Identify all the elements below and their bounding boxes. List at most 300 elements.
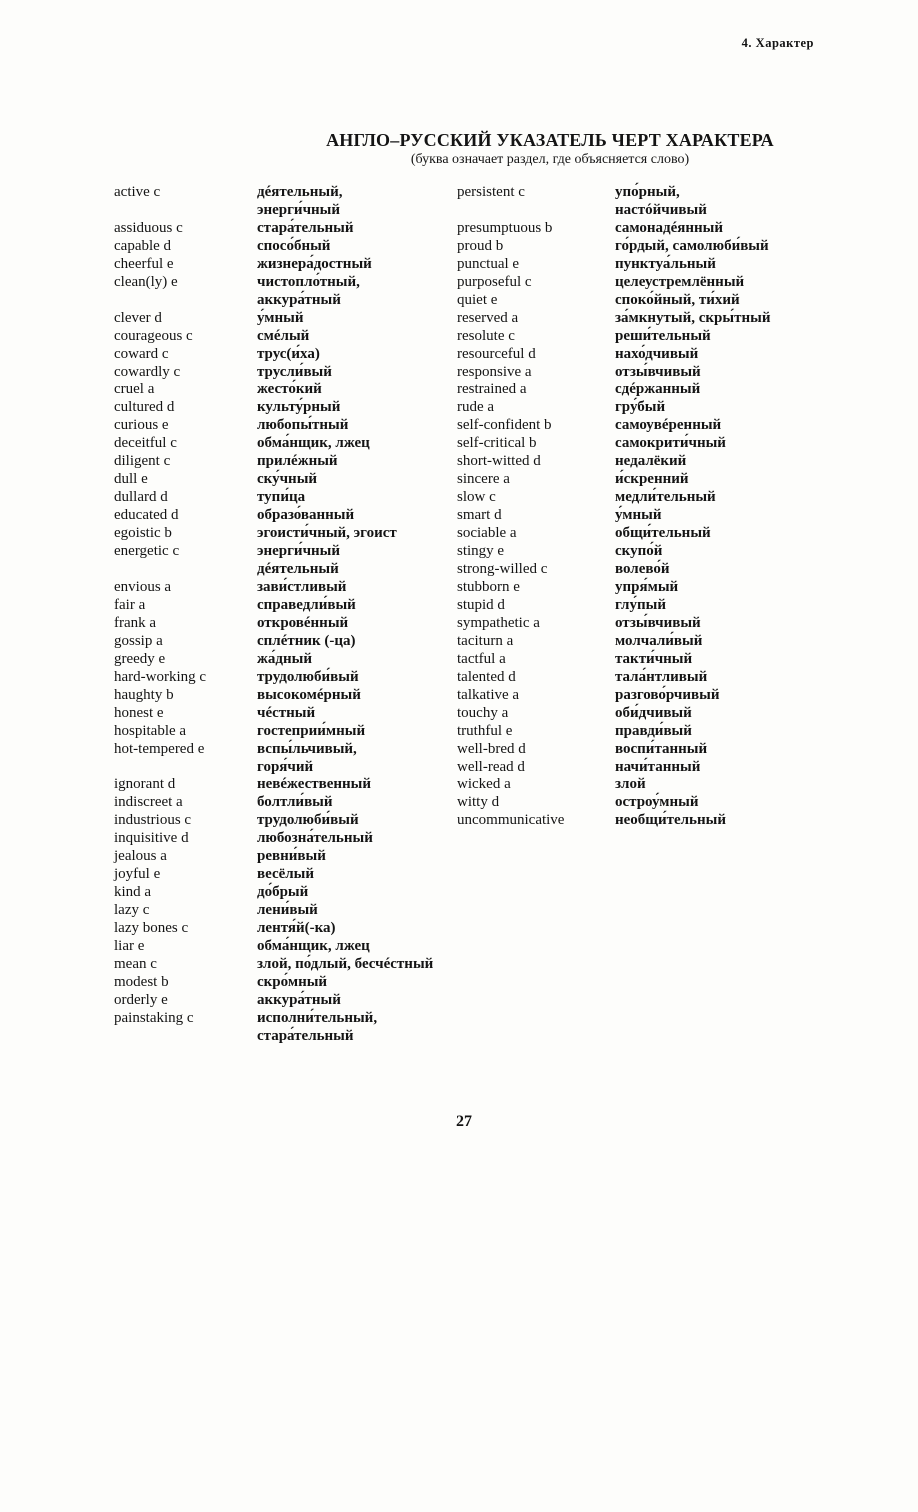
russian-translation [615,220,723,238]
english-term: hospitable a [114,722,187,739]
glossary-entry [114,615,433,633]
russian-translation [615,399,665,417]
english-term: educated d [114,507,179,524]
russian-translation [615,615,701,633]
translation-line: упря́мый [615,578,679,595]
translation-line: лени́вый [257,902,318,919]
translation-line: чéстный [257,704,316,721]
glossary-entry [114,525,433,543]
russian-translation [257,399,340,417]
glossary-entry [114,884,433,902]
translation-line: такти́чный [615,650,693,667]
translation-line: гру́бый [615,399,666,416]
translation-line: отзы́вчивый [615,363,701,380]
glossary-entry [114,902,433,920]
glossary-entry [114,956,433,974]
glossary-entry [114,274,433,310]
russian-translation [257,256,372,274]
english-term: resolute c [457,327,515,344]
russian-translation [615,705,692,723]
english-term: quiet e [457,291,498,308]
translation-line: скупо́й [615,543,663,560]
russian-translation [615,651,692,669]
glossary-entry [457,381,770,399]
translation-line: пунктуа́льный [615,255,716,272]
english-term: deceitful c [114,435,177,452]
translation-line: трудолюби́вый [257,812,359,829]
translation-line: прилéжный [257,453,338,470]
glossary-entry [114,435,433,453]
russian-translation [257,525,397,543]
glossary-entry [114,507,433,525]
english-term: sincere a [457,471,510,488]
russian-translation [257,435,370,453]
translation-line: за́мкнутый, скры́тный [615,309,771,326]
translation-line: скро́мный [257,973,328,990]
english-term: well-read d [457,758,525,775]
russian-translation [615,256,716,274]
glossary-entry [457,310,770,328]
translation-line: нахо́дчивый [615,345,699,362]
russian-translation [615,471,689,489]
russian-translation [257,1010,377,1046]
russian-translation [257,884,308,902]
glossary-entry [457,597,770,615]
translation-line: го́рдый, самолюби́вый [615,237,769,254]
glossary-entry [457,507,770,525]
glossary-entry [114,256,433,274]
glossary-entry [114,238,433,256]
translation-line: оби́дчивый [615,704,692,721]
english-term: reserved a [457,309,519,326]
english-term: greedy e [114,650,166,667]
english-term: punctual e [457,255,520,272]
glossary-entry [114,848,433,866]
russian-translation [257,705,315,723]
glossary-entry [457,705,770,723]
translation-line: зави́стливый [257,578,347,595]
glossary-entry [457,417,770,435]
russian-translation [615,687,719,705]
glossary-entry [457,274,770,292]
english-term: proud b [457,237,504,254]
english-term: slow c [457,489,496,506]
english-term: self-confident b [457,417,552,434]
glossary-entry [114,489,433,507]
english-term: touchy a [457,704,509,721]
english-term: cowardly c [114,363,181,380]
translation-line: горя́чий [257,758,314,775]
russian-translation [257,651,312,669]
english-term: fair a [114,596,146,613]
english-term: smart d [457,507,502,524]
english-term: presumptuous b [457,219,553,236]
glossary-entry [114,543,433,579]
glossary-entry [457,184,770,220]
translation-line: отзы́вчивый [615,614,701,631]
translation-line: воспи́танный [615,740,708,757]
russian-translation [615,489,716,507]
translation-line: энерги́чный [257,543,341,560]
translation-line: самонадéянный [615,219,724,236]
translation-line: ску́чный [257,471,318,488]
russian-translation [615,597,666,615]
glossary-entry [457,561,770,579]
english-term: inquisitive d [114,830,189,847]
english-term: truthful e [457,722,513,739]
glossary-entry [457,615,770,633]
russian-translation [257,866,314,884]
english-term: industrious c [114,812,192,829]
glossary-entry [457,364,770,382]
russian-translation [257,417,348,435]
russian-translation [615,346,698,364]
title-block [300,130,800,168]
translation-line: сдéржанный [615,381,701,398]
russian-translation [615,364,701,382]
glossary-entry [114,381,433,399]
english-term: coward c [114,345,169,362]
translation-line: трусли́вый [257,363,332,380]
page-title: АНГЛО–РУССКИЙ УКАЗАТЕЛЬ ЧЕРТ ХАРАКТЕРА [326,130,774,150]
english-term: courageous c [114,327,193,344]
english-term: energetic c [114,543,180,560]
translation-line: начи́танный [615,758,701,775]
glossary-entry [114,597,433,615]
translation-line: трус(и́ха) [257,345,320,362]
russian-translation [615,741,707,759]
english-term: joyful e [114,866,161,883]
english-term: cheerful e [114,255,174,272]
russian-translation [257,723,365,741]
english-term: stubborn e [457,578,520,595]
russian-translation [615,579,678,597]
russian-translation [615,381,700,399]
glossary-entry [114,669,433,687]
glossary-entry [457,220,770,238]
russian-translation [257,238,330,256]
translation-line: исполни́тельный, [257,1009,378,1026]
translation-line: смéлый [257,327,310,344]
glossary-entry [114,453,433,471]
english-term: jealous a [114,848,167,865]
translation-line: реши́тельный [615,327,711,344]
glossary-entry [114,651,433,669]
english-term: liar e [114,938,145,955]
translation-line: тупи́ца [257,489,306,506]
translation-line: настóйчивый [615,201,707,218]
english-term: responsive a [457,363,532,380]
russian-translation [615,238,769,256]
russian-translation [257,615,348,633]
english-term: rude a [457,399,495,416]
russian-translation [615,507,662,525]
translation-line: чистопло́тный, [257,273,360,290]
english-term: talkative a [457,686,520,703]
russian-translation [257,381,322,399]
translation-line: жесто́кий [257,381,322,398]
russian-translation [257,669,359,687]
english-term: kind a [114,884,152,901]
english-term: gossip a [114,632,163,649]
russian-translation [257,274,360,310]
russian-translation [257,794,333,812]
english-term: egoistic b [114,525,172,542]
english-term: active c [114,184,161,200]
russian-translation [615,184,707,220]
glossary-entry [114,310,433,328]
translation-line: трудолюби́вый [257,668,359,685]
translation-line: общи́тельный [615,525,711,542]
english-term: dullard d [114,489,168,506]
english-term: strong-willed c [457,561,548,578]
translation-line: болтли́вый [257,794,333,811]
translation-line: ревни́вый [257,848,326,865]
english-term: sociable a [457,525,517,542]
russian-translation [257,938,370,956]
translation-line: споко́йный, ти́хий [615,291,740,308]
running-header: 4. Характер [741,36,814,50]
translation-line: глу́пый [615,596,666,613]
translation-line: у́мный [615,507,662,524]
english-term: stupid d [457,596,505,613]
russian-translation [615,561,670,579]
english-term: clever d [114,309,162,326]
translation-line: весёлый [257,866,315,883]
english-term: lazy c [114,902,150,919]
english-term: assiduous c [114,219,183,236]
translation-line: откровéнный [257,614,349,631]
translation-line: вспы́льчивый, [257,740,357,757]
translation-line: любозна́тельный [257,830,373,847]
translation-line: образо́ванный [257,507,355,524]
english-term: indiscreet a [114,794,183,811]
russian-translation [257,902,318,920]
russian-translation [257,489,305,507]
glossary-entry [114,417,433,435]
russian-translation [257,687,361,705]
translation-line: до́брый [257,884,309,901]
english-term: diligent c [114,453,171,470]
russian-translation [615,274,744,292]
translation-line: аккура́тный [257,991,341,1008]
russian-translation [615,292,740,310]
translation-line: злой [615,776,646,793]
english-term: sympathetic a [457,614,540,631]
glossary-entry [457,346,770,364]
page-subtitle: (буква означает раздел, где объясняется слово) [410,152,690,167]
english-term: taciturn a [457,632,514,649]
english-term: honest e [114,704,164,721]
translation-line: гостеприи́мный [257,722,366,739]
russian-translation [257,812,359,830]
glossary-entry [114,399,433,417]
english-term: orderly e [114,991,168,1008]
glossary-entry [457,776,770,794]
glossary-entry [114,866,433,884]
english-term: clean(ly) e [114,273,178,290]
english-term: short-witted d [457,453,541,470]
glossary-entry [457,471,770,489]
russian-translation [257,364,332,382]
translation-line: правди́вый [615,722,692,739]
english-term: wicked a [457,776,511,793]
russian-translation [615,794,699,812]
translation-line: волево́й [615,561,670,578]
glossary-entry [114,346,433,364]
glossary-entry [114,364,433,382]
translation-line: самоувéренный [615,417,722,434]
translation-line: обма́нщик, лжец [257,435,370,452]
glossary-entry [114,830,433,848]
glossary-entry [457,759,770,777]
translation-line: упо́рный, [615,184,680,200]
russian-translation [257,741,357,777]
translation-line: у́мный [257,309,304,326]
translation-line: стара́тельный [257,1027,354,1044]
right-column [457,184,770,830]
glossary-entry [114,1010,433,1046]
glossary-entry [457,741,770,759]
glossary-entry [457,543,770,561]
russian-translation [615,417,721,435]
glossary-entry [114,633,433,651]
glossary-entry [114,687,433,705]
russian-translation [257,956,433,974]
russian-translation [615,759,700,777]
russian-translation [257,992,341,1010]
english-term: lazy bones c [114,920,189,937]
glossary-entry [114,974,433,992]
english-term: mean c [114,955,157,972]
glossary-entry [114,938,433,956]
translation-line: разгово́рчивый [615,686,720,703]
glossary-entry [457,292,770,310]
russian-translation [257,830,373,848]
glossary-entry [114,723,433,741]
translation-line: аккура́тный [257,291,341,308]
translation-line: сплéтник (-ца) [257,632,356,649]
translation-line: целеустремлённый [615,273,745,290]
glossary-entry [457,687,770,705]
english-term: uncommunicative [457,812,565,829]
russian-translation [615,543,662,561]
glossary-entry [457,489,770,507]
translation-line: и́скренний [615,471,689,488]
translation-line: молчали́вый [615,632,703,649]
glossary-entry [114,776,433,794]
translation-line: стара́тельный [257,219,354,236]
translation-line: энерги́чный [257,201,341,218]
glossary-entry [457,328,770,346]
translation-line: дéятельный [257,561,339,578]
english-term: well-bred d [457,740,526,757]
russian-translation [615,776,646,794]
translation-line: эгоисти́чный, эгоист [257,525,397,542]
russian-translation [257,220,354,238]
english-term: tactful a [457,650,506,667]
glossary-entry [457,812,770,830]
english-term: modest b [114,973,169,990]
glossary-entry [114,794,433,812]
english-term: restrained a [457,381,527,398]
glossary-entry [457,794,770,812]
english-term: cultured d [114,399,175,416]
translation-line: невéжественный [257,776,372,793]
glossary-entry [114,812,433,830]
english-term: haughty b [114,686,174,703]
russian-translation [257,597,356,615]
russian-translation [257,776,371,794]
russian-translation [615,525,711,543]
translation-line: жа́дный [257,650,312,667]
translation-line: тала́нтливый [615,668,708,685]
russian-translation [257,543,340,579]
english-term: hot-tempered e [114,740,205,757]
russian-translation [257,346,320,364]
glossary-entry [114,579,433,597]
russian-translation [615,453,686,471]
page-number: 27 [456,1113,472,1130]
english-term: resourceful d [457,345,536,362]
glossary-entry [457,651,770,669]
glossary-entry [114,471,433,489]
russian-translation [257,184,342,220]
glossary-entry [114,920,433,938]
russian-translation [257,310,304,328]
translation-line: высокомéрный [257,686,361,703]
glossary-entry [457,723,770,741]
russian-translation [257,507,354,525]
glossary-entry [114,328,433,346]
english-term: stingy e [457,543,505,560]
glossary-entry [114,992,433,1010]
english-term: ignorant d [114,776,176,793]
translation-line: спосо́бный [257,237,331,254]
translation-line: справедли́вый [257,596,356,613]
translation-line: любопы́тный [257,417,349,434]
english-term: frank a [114,614,157,631]
russian-translation [257,471,317,489]
glossary-entry [114,220,433,238]
glossary-entry [457,633,770,651]
glossary-entry [114,741,433,777]
glossary-entry [114,705,433,723]
translation-line: культу́рный [257,399,341,416]
russian-translation [257,328,309,346]
translation-line: самокрити́чный [615,435,726,452]
english-term: purposeful c [457,273,532,290]
translation-line: обма́нщик, лжец [257,938,370,955]
glossary-entry [457,579,770,597]
russian-translation [615,669,707,687]
left-column [114,184,433,1046]
glossary-entry [457,453,770,471]
translation-line: недалёкий [615,453,687,470]
english-term: witty d [457,794,500,811]
glossary-entry [457,399,770,417]
russian-translation [615,310,770,328]
translation-line: дéятельный, [257,184,343,200]
russian-translation [257,974,327,992]
translation-line: жизнера́достный [257,255,372,272]
translation-line: медли́тельный [615,489,716,506]
russian-translation [615,633,702,651]
russian-translation [615,328,711,346]
glossary-entry [457,256,770,274]
russian-translation [257,579,346,597]
glossary-entry [114,184,433,220]
